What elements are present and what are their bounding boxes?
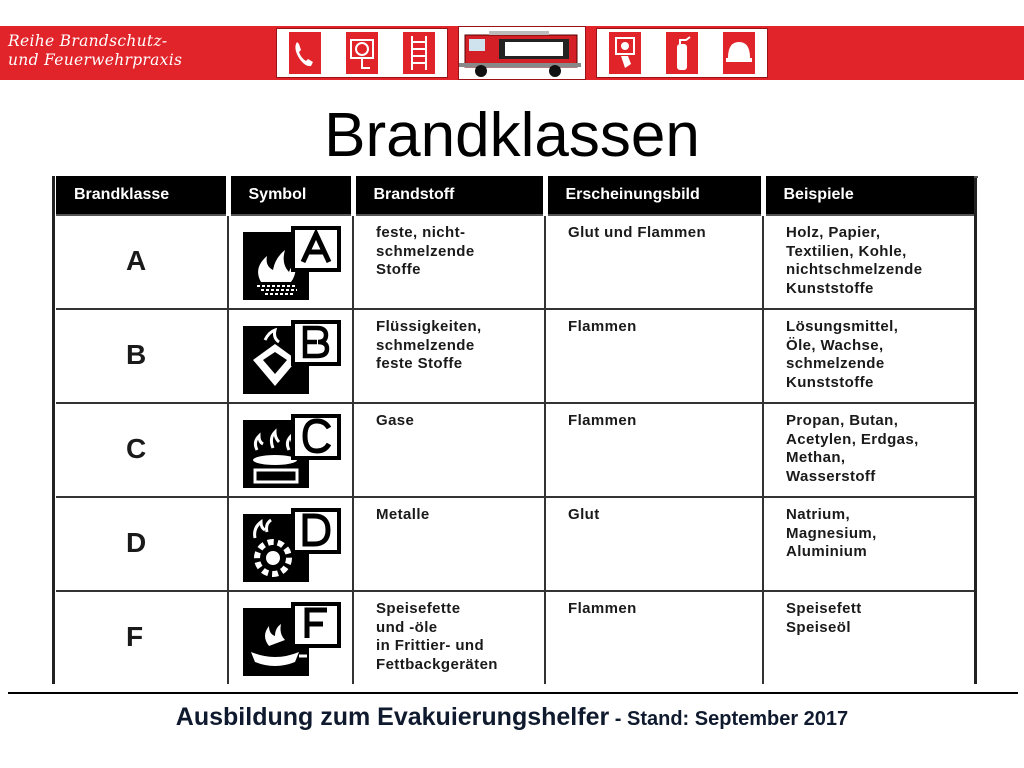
table-header-row — [56, 176, 974, 215]
table-row — [56, 309, 974, 403]
appearance-text: Flammen — [568, 412, 637, 429]
page-title: Brandklassen — [324, 101, 700, 170]
header-icon-group-right — [596, 28, 768, 78]
appearance-text: Glut und Flammen — [568, 224, 707, 241]
header-banner — [0, 26, 1024, 80]
examples-text: Natrium, Magnesium, Aluminium — [786, 506, 877, 560]
fire-class-b-icon — [243, 320, 343, 396]
class-letter: A — [126, 245, 147, 276]
column-header-erscheinungsbild: Erscheinungsbild — [545, 176, 763, 215]
helmet-sign-icon — [723, 32, 755, 74]
fire-class-f-icon — [243, 602, 343, 678]
examples-text: Lösungsmittel, Öle, Wachse, schmelzende Kunststoffe — [786, 318, 899, 391]
examples-text: Speisefett Speiseöl — [786, 600, 862, 636]
appearance-text: Flammen — [568, 318, 637, 335]
hose-reel-sign-icon — [346, 32, 378, 74]
class-letter: B — [126, 339, 147, 370]
appearance-text: Flammen — [568, 600, 637, 617]
header-icon-group-left — [276, 28, 448, 78]
fire-class-table-frame — [52, 176, 977, 684]
table-row — [56, 215, 974, 309]
table-row — [56, 497, 974, 591]
class-letter: C — [126, 433, 147, 464]
fuel-text: Gase — [376, 412, 415, 429]
series-title-line1: Reihe Brandschutz- — [8, 32, 168, 50]
fire-truck-image — [458, 26, 586, 80]
series-title-line2: und Feuerwehrpraxis — [8, 51, 183, 69]
footer-course-title: Ausbildung zum Evakuierungshelfer — [175, 703, 610, 731]
fire-class-table — [56, 176, 974, 684]
class-letter: D — [126, 527, 147, 558]
footer-separator: - — [609, 708, 627, 730]
table-row — [56, 403, 974, 497]
column-header-symbol: Symbol — [228, 176, 353, 215]
fuel-text: Speisefette und -öle in Frittier- und Fettbackgeräten — [376, 600, 498, 673]
footer — [0, 702, 1024, 734]
table-corner-mark — [974, 176, 978, 178]
fire-class-a-icon — [243, 226, 343, 302]
extinguisher-sign-icon — [666, 32, 698, 74]
appearance-text: Glut — [568, 506, 600, 523]
column-header-brandklasse: Brandklasse — [56, 176, 228, 215]
fuel-text: feste, nicht- schmelzende Stoffe — [376, 224, 475, 278]
fuel-text: Flüssigkeiten, schmelzende feste Stoffe — [376, 318, 482, 372]
fire-class-c-icon — [243, 414, 343, 490]
column-header-brandstoff: Brandstoff — [353, 176, 545, 215]
footer-divider — [8, 692, 1018, 694]
examples-text: Propan, Butan, Acetylen, Erdgas, Methan, Wasserstoff — [786, 412, 919, 485]
column-header-beispiele: Beispiele — [763, 176, 974, 215]
class-letter: F — [126, 621, 144, 652]
fire-truck-icon — [459, 27, 585, 79]
fire-class-d-icon — [243, 508, 343, 584]
alarm-button-sign-icon — [609, 32, 641, 74]
examples-text: Holz, Papier, Textilien, Kohle, nichtschmelzende Kunststoffe — [786, 224, 923, 297]
fuel-text: Metalle — [376, 506, 430, 523]
table-row — [56, 591, 974, 684]
phone-sign-icon — [289, 32, 321, 74]
series-title — [8, 32, 182, 70]
footer-stand: Stand: September 2017 — [626, 708, 849, 730]
ladder-sign-icon — [403, 32, 435, 74]
